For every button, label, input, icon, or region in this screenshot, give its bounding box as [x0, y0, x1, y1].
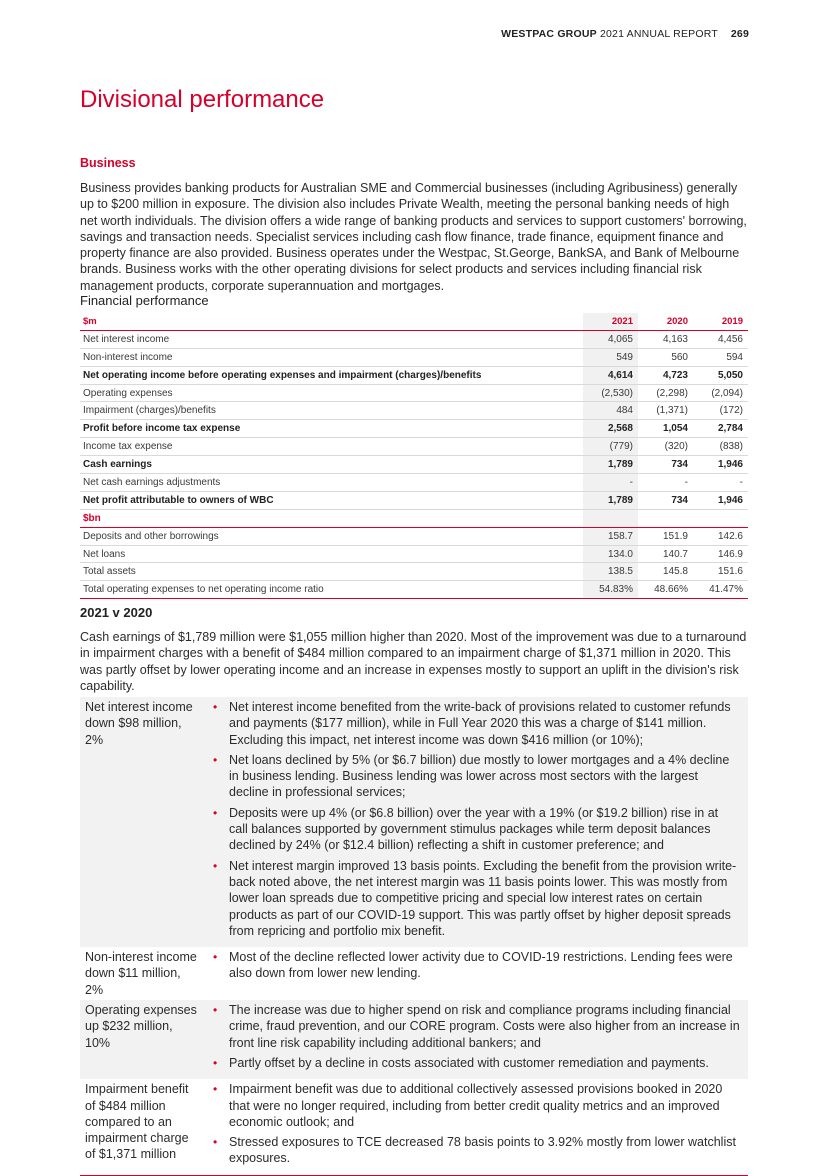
cell-value: (838): [693, 438, 748, 456]
cell-value: 734: [638, 456, 693, 474]
driver-row: [80, 697, 748, 947]
bullet-list: [205, 699, 740, 939]
table-row: [80, 456, 748, 474]
intro-paragraph: Business provides banking products for Australian SME and Commercial businesses (including Agribusiness) generally up to $200 million in exposure. The division also includes Private Wealth, meeting the personal banking needs of high net worth individuals. The division offers a wide range of banking products and services to support customers' borrowing, savings and transaction needs. Specialist services including cash flow finance, trade finance, equipment finance and property finance are also provided. Business operates under the Westpac, St.George, BankSA, and Bank of Melbourne brands. Business works with the other operating divisions for select products and services including financial risk management products, corporate superannuation and mortgages.: [80, 181, 747, 293]
bullet-icon: •: [213, 752, 218, 767]
table-row: [80, 438, 748, 456]
bullet-icon: •: [213, 1082, 218, 1097]
unit-spacer: [693, 509, 748, 527]
table-row: [80, 491, 748, 509]
bullet-item: [205, 805, 740, 854]
table-row: [80, 527, 748, 545]
year-header: 2021: [583, 313, 638, 330]
table-row: [80, 420, 748, 438]
cell-value: 4,456: [693, 330, 748, 348]
bullet-item: [205, 1081, 740, 1130]
cell-value: (172): [693, 402, 748, 420]
table-row: [80, 384, 748, 402]
driver-row: [80, 1079, 748, 1175]
bullet-item: [205, 699, 740, 748]
bullet-text: Net interest margin improved 13 basis points. Excluding the benefit from the provision write-back noted above, the net interest margin was 11 basis points lower. This was mostly from lower loan spreads due to competitive pricing and special low interest rates on certain products as part of our COVID-19 support. This was partly offset by higher deposit spreads from repricing and portfolio mix benefit.: [229, 858, 737, 938]
cell-value: (2,530): [583, 384, 638, 402]
drivers-table: [80, 697, 748, 1176]
bullet-item: [205, 1134, 740, 1167]
row-label: Net loans: [80, 545, 583, 563]
row-label: Total assets: [80, 563, 583, 581]
unit-header: $m: [80, 313, 583, 330]
driver-bullets: [205, 1000, 748, 1079]
cell-value: (2,298): [638, 384, 693, 402]
cell-value: -: [583, 474, 638, 492]
year-header: 2020: [638, 313, 693, 330]
cell-value: 2,784: [693, 420, 748, 438]
row-label: Operating expenses: [80, 384, 583, 402]
row-label: Net operating income before operating expenses and impairment (charges)/benefits: [80, 366, 583, 384]
cell-value: 54.83%: [583, 581, 638, 599]
bullet-icon: •: [213, 1003, 218, 1018]
comparison-heading: 2021 v 2020: [80, 605, 153, 620]
cell-value: 5,050: [693, 366, 748, 384]
row-label: Deposits and other borrowings: [80, 527, 583, 545]
driver-label: Non-interest income down $11 million, 2%: [85, 950, 197, 997]
row-label: Net interest income: [80, 330, 583, 348]
bullet-text: Deposits were up 4% (or $6.8 billion) over the year with a 19% (or $19.2 billion) rise in at call balances supported by government stimulus packages while term deposit balances declined by 24% (or $12.4 billion) reflecting a shift in customer preference; and: [229, 805, 719, 853]
cell-value: 2,568: [583, 420, 638, 438]
page-title: Divisional performance: [80, 86, 325, 113]
table-row: [80, 581, 748, 599]
cell-value: 4,614: [583, 366, 638, 384]
driver-row: [80, 947, 748, 1000]
cell-value: (2,094): [693, 384, 748, 402]
table-row: [80, 330, 748, 348]
bullet-item: [205, 1055, 740, 1071]
unit-spacer: [583, 509, 638, 527]
bullet-list: [205, 1081, 740, 1166]
row-label: Net cash earnings adjustments: [80, 474, 583, 492]
cell-value: -: [693, 474, 748, 492]
financial-table: [80, 313, 748, 599]
table-row: [80, 563, 748, 581]
row-label: Total operating expenses to net operating income ratio: [80, 581, 583, 599]
bullet-text: Most of the decline reflected lower activity due to COVID-19 restrictions. Lending fees were also down from lower new lending.: [229, 950, 733, 981]
header-report: 2021 ANNUAL REPORT: [599, 28, 718, 40]
cell-value: 158.7: [583, 527, 638, 545]
driver-bullets: [205, 947, 748, 1000]
cell-value: 1,946: [693, 456, 748, 474]
bullet-icon: •: [213, 700, 218, 714]
bullet-list: [205, 1002, 740, 1071]
table-row: [80, 402, 748, 420]
driver-label: Operating expenses up $232 million, 10%: [85, 1003, 197, 1050]
bullet-text: Net loans declined by 5% (or $6.7 billion) due mostly to lower mortgages and a 4% decline in business lending. Business lending was lower across most sectors with the largest decline in professional services;: [229, 752, 730, 800]
bullet-item: [205, 949, 740, 982]
bullet-text: Partly offset by a decline in costs associated with customer remediation and payments.: [229, 1055, 709, 1070]
bullet-item: [205, 858, 740, 939]
cell-value: 549: [583, 348, 638, 366]
bullet-icon: •: [213, 950, 218, 965]
driver-row: [80, 1000, 748, 1079]
unit-spacer: [638, 509, 693, 527]
bullet-item: [205, 1002, 740, 1051]
row-label: Net profit attributable to owners of WBC: [80, 491, 583, 509]
section-heading: Business: [80, 156, 136, 170]
driver-bullets: [205, 697, 748, 947]
page-number: 269: [730, 28, 749, 40]
cell-value: 151.6: [693, 563, 748, 581]
bullet-icon: •: [213, 1135, 218, 1150]
cell-value: (779): [583, 438, 638, 456]
table-row: [80, 366, 748, 384]
financial-performance-heading: Financial performance: [80, 293, 209, 308]
row-label: Cash earnings: [80, 456, 583, 474]
bullet-item: [205, 752, 740, 801]
cell-value: -: [638, 474, 693, 492]
row-label: Impairment (charges)/benefits: [80, 402, 583, 420]
bullet-text: Net interest income benefited from the write-back of provisions related to customer refunds and payments ($177 million), while in Full Year 2020 this was a charge of $141 million. Excluding this impact, net interest income was down $416 million (or 10%);: [229, 700, 731, 747]
table-header-row: [80, 313, 748, 330]
driver-bullets: [205, 1079, 748, 1174]
bullet-icon: •: [213, 858, 218, 873]
row-label: Non-interest income: [80, 348, 583, 366]
cell-value: 4,163: [638, 330, 693, 348]
cell-value: 142.6: [693, 527, 748, 545]
unit-row: [80, 509, 748, 527]
bullet-text: The increase was due to higher spend on risk and compliance programs including financial crime, fraud prevention, and our CORE program. Costs were also higher from an increase in front line risk capability including additional bankers; and: [229, 1003, 740, 1050]
cell-value: 146.9: [693, 545, 748, 563]
row-label: Profit before income tax expense: [80, 420, 583, 438]
financial-table-body: [80, 330, 748, 598]
cell-value: 145.8: [638, 563, 693, 581]
table-row: [80, 474, 748, 492]
cell-value: 734: [638, 491, 693, 509]
row-label: Income tax expense: [80, 438, 583, 456]
cell-value: 41.47%: [693, 581, 748, 599]
cell-value: 1,946: [693, 491, 748, 509]
bullet-text: Stressed exposures to TCE decreased 78 basis points to 3.92% mostly from lower watchlist exposures.: [229, 1135, 736, 1166]
cell-value: 560: [638, 348, 693, 366]
cell-value: 594: [693, 348, 748, 366]
cell-value: 140.7: [638, 545, 693, 563]
driver-label: Net interest income down $98 million, 2%: [85, 700, 193, 747]
cell-value: 4,723: [638, 366, 693, 384]
cell-value: (320): [638, 438, 693, 456]
cell-value: 151.9: [638, 527, 693, 545]
cell-value: 1,789: [583, 491, 638, 509]
cell-value: 138.5: [583, 563, 638, 581]
cell-value: 484: [583, 402, 638, 420]
page-header: [501, 28, 749, 40]
cell-value: (1,371): [638, 402, 693, 420]
comparison-paragraph: Cash earnings of $1,789 million were $1,055 million higher than 2020. Most of the improvement was due to a turnaround in impairment charges with a benefit of $484 million compared to an impairment charge of $1,371 million in 2020. This was partly offset by lower operating income and an increase in expenses mostly to support an uplift in the division's risk capability.: [80, 630, 747, 693]
header-brand: WESTPAC GROUP: [501, 28, 597, 40]
cell-value: 134.0: [583, 545, 638, 563]
driver-label: Impairment benefit of $484 million compared to an impairment charge of $1,371 million: [85, 1082, 189, 1162]
bullet-icon: •: [213, 1055, 218, 1070]
unit-label: $bn: [80, 509, 583, 527]
cell-value: 1,789: [583, 456, 638, 474]
bullet-list: [205, 949, 740, 982]
bullet-icon: •: [213, 805, 218, 820]
table-row: [80, 348, 748, 366]
cell-value: 48.66%: [638, 581, 693, 599]
cell-value: 4,065: [583, 330, 638, 348]
cell-value: 1,054: [638, 420, 693, 438]
table-row: [80, 545, 748, 563]
year-header: 2019: [693, 313, 748, 330]
bullet-text: Impairment benefit was due to additional collectively assessed provisions booked in 2020 that were no longer required, including from better credit quality metrics and an improved economic outlook; and: [229, 1082, 723, 1129]
